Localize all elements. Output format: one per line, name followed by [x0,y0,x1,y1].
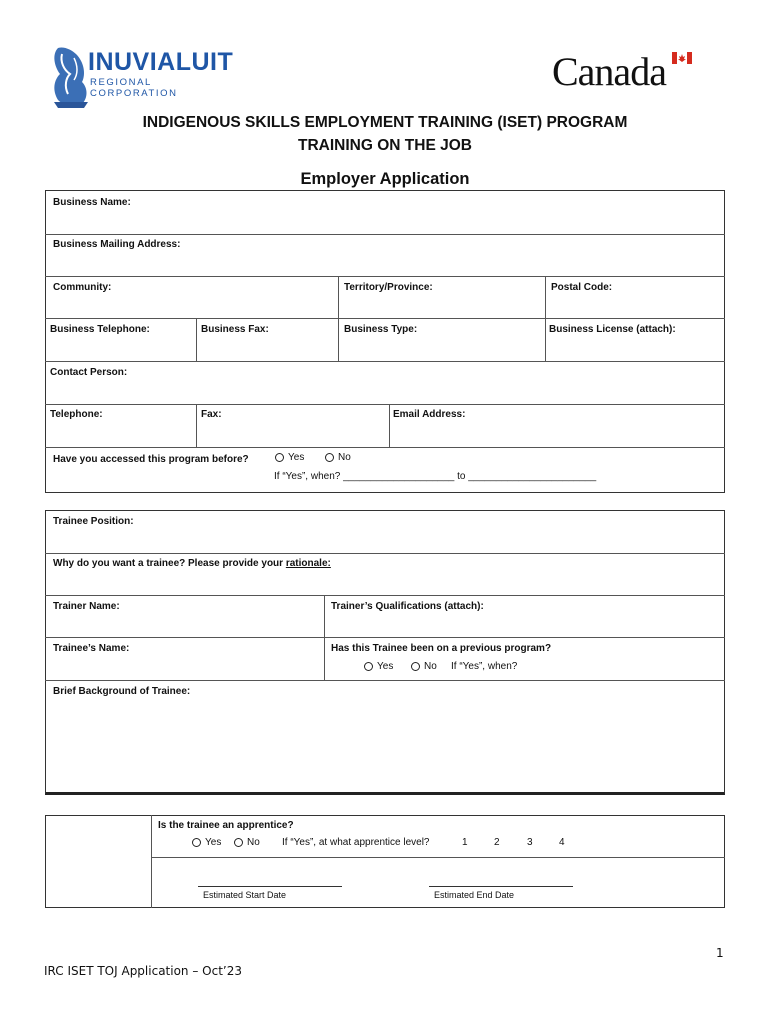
irc-logo [48,44,238,110]
contact-telephone-field[interactable]: Telephone: [50,409,103,420]
trainee-rationale-field[interactable] [53,558,331,569]
accessed-when-field[interactable]: If “Yes”, when? ____________________ to _______________________ [274,471,597,482]
trainee-position-field[interactable]: Trainee Position: [53,516,134,527]
previous-yes-label: Yes [377,661,394,672]
start-date-label: Estimated Start Date [203,890,287,900]
contact-person-field[interactable]: Contact Person: [50,367,128,378]
trainee-background-field[interactable]: Brief Background of Trainee: [53,686,191,697]
checkbox-icon[interactable] [275,453,284,462]
end-date-label: Estimated End Date [434,890,515,900]
email-address-field[interactable]: Email Address: [393,409,466,420]
trainer-name-field[interactable]: Trainer Name: [53,601,120,612]
apprentice-level-2[interactable]: 2 [494,837,500,848]
apprentice-level-4[interactable]: 4 [559,837,565,848]
rationale-label: rationale: [285,558,331,569]
apprentice-yes-option[interactable] [192,837,221,848]
territory-field[interactable]: Territory/Province: [344,282,433,293]
business-name-field[interactable]: Business Name: [53,197,131,208]
owl-icon [48,44,92,110]
apprentice-level-3[interactable]: 3 [527,837,533,848]
accessed-no-label: No [338,452,351,463]
checkbox-icon[interactable] [192,838,201,847]
apprentice-no-option[interactable] [234,837,260,848]
accessed-yes-option[interactable] [275,452,304,463]
rationale-prefix: Why do you want a trainee? Please provide your [53,558,286,569]
business-type-field[interactable]: Business Type: [344,324,418,335]
page-number: 1 [716,946,724,960]
community-field[interactable]: Community: [53,282,112,293]
trainer-qualifications-field[interactable]: Trainer’s Qualifications (attach): [331,601,484,612]
canada-wordmark [552,48,702,94]
business-license-field[interactable]: Business License (attach): [549,324,676,335]
checkbox-icon[interactable] [234,838,243,847]
trainee-name-field[interactable]: Trainee’s Name: [53,643,130,654]
canada-wordmark-text: Canada [552,49,666,94]
document-id: IRC ISET TOJ Application – Oct’23 [44,964,242,978]
business-telephone-field[interactable]: Business Telephone: [50,324,150,335]
contact-fax-field[interactable]: Fax: [201,409,222,420]
mailing-address-field[interactable]: Business Mailing Address: [53,239,181,250]
apprentice-no-label: No [247,837,260,848]
postal-code-field[interactable]: Postal Code: [551,282,613,293]
form-subtitle: Employer Application [300,170,470,188]
business-fax-field[interactable]: Business Fax: [201,324,269,335]
apprentice-level-question: If “Yes”, at what apprentice level? [282,837,430,848]
page-title-line2: TRAINING ON THE JOB [298,137,472,154]
previous-when-field[interactable]: If “Yes”, when? [451,661,518,672]
page-title-line1: INDIGENOUS SKILLS EMPLOYMENT TRAINING (ISET) PROGRAM [142,114,628,131]
previous-yes-option[interactable] [364,661,393,672]
previous-program-question: Has this Trainee been on a previous program? [331,643,552,654]
irc-logo-sub: REGIONAL CORPORATION [90,77,178,99]
apprentice-level-1[interactable]: 1 [462,837,468,848]
accessed-program-question: Have you accessed this program before? [53,454,249,465]
previous-no-label: No [424,661,437,672]
accessed-yes-label: Yes [288,452,305,463]
accessed-no-option[interactable] [325,452,351,463]
checkbox-icon[interactable] [325,453,334,462]
previous-no-option[interactable] [411,661,437,672]
end-date-line[interactable] [429,886,573,887]
irc-logo-main: INUVIALUIT [88,48,234,76]
start-date-line[interactable] [198,886,342,887]
checkbox-icon[interactable] [364,662,373,671]
apprentice-section [45,815,725,908]
checkbox-icon[interactable] [411,662,420,671]
apprentice-yes-label: Yes [205,837,222,848]
canada-flag-icon [672,52,692,64]
apprentice-question: Is the trainee an apprentice? [158,820,294,831]
